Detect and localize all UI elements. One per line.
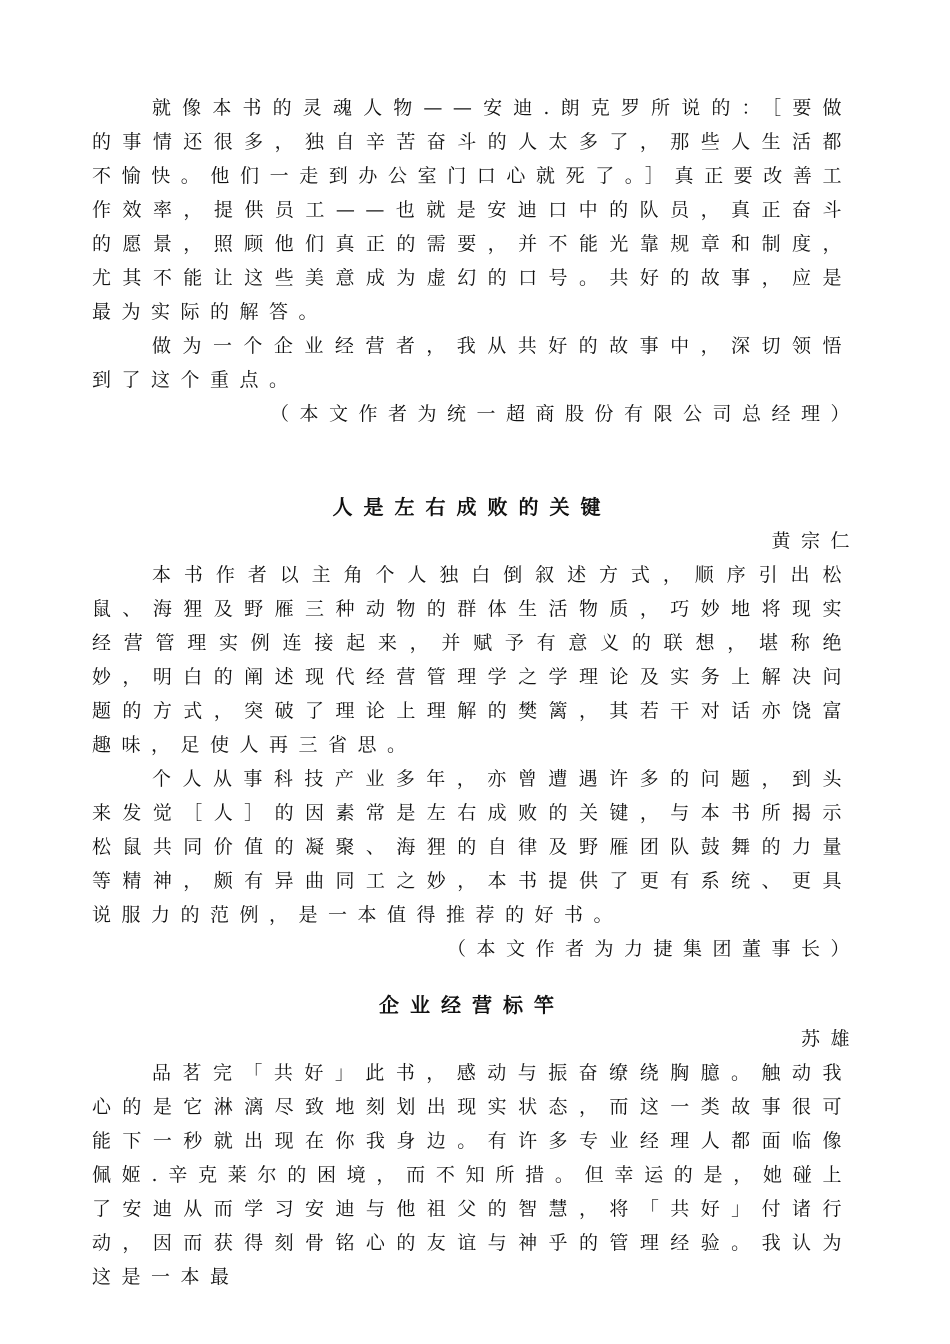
author-name: 苏雄 <box>800 1028 860 1050</box>
paragraph: 个人从事科技产业多年，亦曾遭遇许多的问题，到头来发觉［人］的因素常是左右成败的关键，与本书所揭示松鼠共同价值的凝聚、海狸的自律及野雁团队鼓舞的力量等精神，颇有异曲同工之妙，本书提供了更有系统、更具说服力的范例，是一本值得推荐的好书。 <box>92 768 852 926</box>
foreword-continuation <box>92 91 860 431</box>
section-title: 企业经营标竿 <box>379 993 565 1017</box>
paragraph: 就像本书的灵魂人物——安迪.朗克罗所说的：［要做的事情还很多，独自辛苦奋斗的人太多了，那些人生活都不愉快。他们一走到办公室门口心就死了。］真正要改善工作效率，提供员工——也就是安迪口中的队员，真正奋斗的愿景，照顾他们真正的需要，并不能光靠规章和制度，尤其不能让这些美意成为虚幻的口号。共好的故事，应是最为实际的解答。 <box>92 97 852 323</box>
section-title: 人是左右成败的关键 <box>332 495 612 519</box>
essay-3 <box>92 1022 860 1294</box>
essay-2-header <box>92 490 852 524</box>
paragraph: 本书作者以主角个人独白倒叙述方式，顺序引出松鼠、海狸及野雁三种动物的群体生活物质，巧妙地将现实经营管理实例连接起来，并赋予有意义的联想，堪称绝妙，明白的阐述现代经营管理学之学理论及实务上解决问题的方式，突破了理论上理解的樊篱，其若干对话亦饶富趣味，足使人再三省思。 <box>92 564 852 756</box>
essay-3-header <box>92 988 852 1022</box>
author-attribution: （本文作者为统一超商股份有限公司总经理） <box>269 403 860 425</box>
author-attribution: （本文作者为力捷集团董事长） <box>446 938 860 960</box>
author-name: 黄宗仁 <box>771 530 860 552</box>
paragraph: 品茗完「共好」此书，感动与振奋缭绕胸臆。触动我心的是它淋漓尽致地刻划出现实状态，而这一类故事很可能下一秒就出现在你我身边。有许多专业经理人都面临像佩姬.辛克莱尔的困境，而不知所措。但幸运的是，她碰上了安迪从而学习安迪与他祖父的智慧，将「共好」付诸行动，因而获得刻骨铭心的友谊与神乎的管理经验。我认为这是一本最 <box>92 1062 852 1288</box>
paragraph: 做为一个企业经营者，我从共好的故事中，深切领悟到了这个重点。 <box>92 335 852 391</box>
essay-2 <box>92 524 860 966</box>
